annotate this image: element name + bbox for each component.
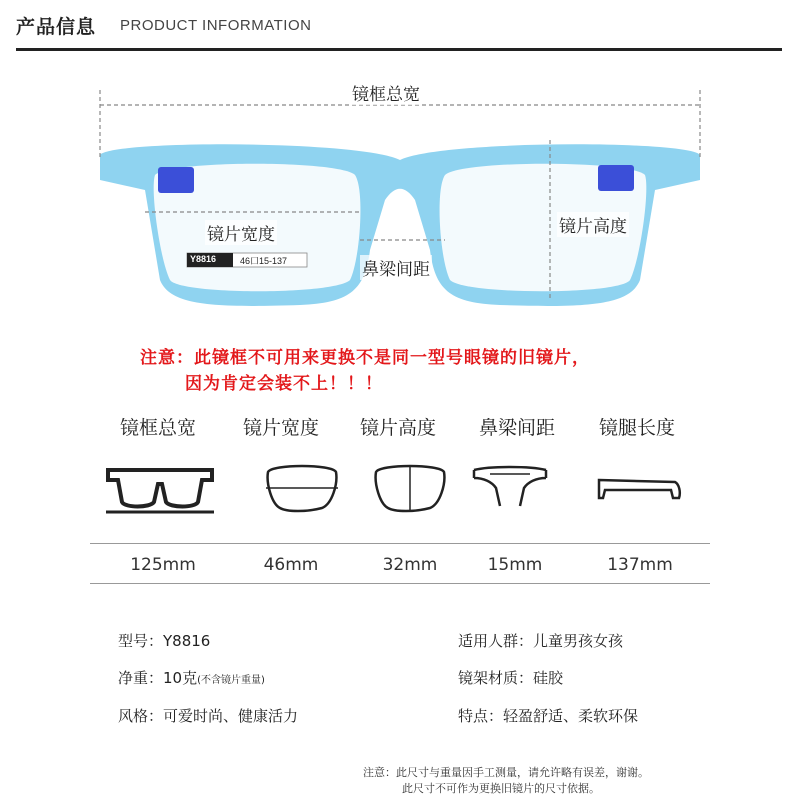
info-weight-note: (不含镜片重量) (197, 675, 265, 686)
frame-width-icon (100, 460, 220, 515)
spec-name: 镜片宽度 (242, 417, 319, 439)
frame-width-label: 镜框总宽 (350, 80, 422, 105)
info-weight (118, 667, 265, 688)
spec-value: 15mm (487, 555, 543, 575)
spec-table-top-rule (90, 543, 710, 544)
spec-name: 镜框总宽 (119, 417, 196, 439)
product-photo (0, 60, 800, 330)
spec-value: 137mm (607, 555, 673, 575)
bridge-width-icon (470, 460, 550, 515)
lens-height-icon (370, 460, 450, 515)
warning-line-2: 因为肯定会装不上！！！ (185, 374, 383, 394)
spec-name: 鼻梁间距 (478, 417, 555, 439)
info-model: 型号：Y8816 (118, 632, 211, 650)
spec-value: 32mm (382, 555, 438, 575)
lens-width-label: 镜片宽度 (205, 220, 277, 245)
footnote-line-1: 注意：此尺寸与重量因手工测量，请允许略有误差，谢谢。 (363, 766, 649, 779)
lens-height-label: 镜片高度 (557, 212, 629, 237)
bridge-label: 鼻梁间距 (360, 255, 432, 280)
spec-value: 46mm (263, 555, 319, 575)
header-subtitle: PRODUCT INFORMATION (120, 17, 312, 34)
spec-value: 125mm (130, 555, 196, 575)
footnote-line-2: 此尺寸不可作为更换旧镜片的尺寸依据。 (402, 782, 600, 795)
lens-width-icon (262, 460, 342, 515)
size-tag: 46口15-137 (240, 256, 288, 266)
info-audience: 适用人群：儿童男孩女孩 (458, 632, 624, 650)
info-material: 镜架材质：硅胶 (458, 669, 564, 687)
model-tag: Y8816 (190, 254, 217, 264)
header-divider (16, 48, 782, 51)
temple-length-icon (595, 470, 685, 510)
info-weight-value: 净重：10克 (118, 669, 198, 687)
warning-line-1: 注意：此镜框不可用来更换不是同一型号眼镜的旧镜片， (140, 348, 590, 368)
spec-name: 镜片高度 (359, 417, 436, 439)
spec-name: 镜腿长度 (598, 417, 675, 439)
info-features: 特点：轻盈舒适、柔软环保 (458, 707, 639, 725)
header-title: 产品信息 (16, 16, 97, 38)
info-style: 风格：可爱时尚、健康活力 (118, 707, 299, 725)
spec-table-bottom-rule (90, 583, 710, 584)
